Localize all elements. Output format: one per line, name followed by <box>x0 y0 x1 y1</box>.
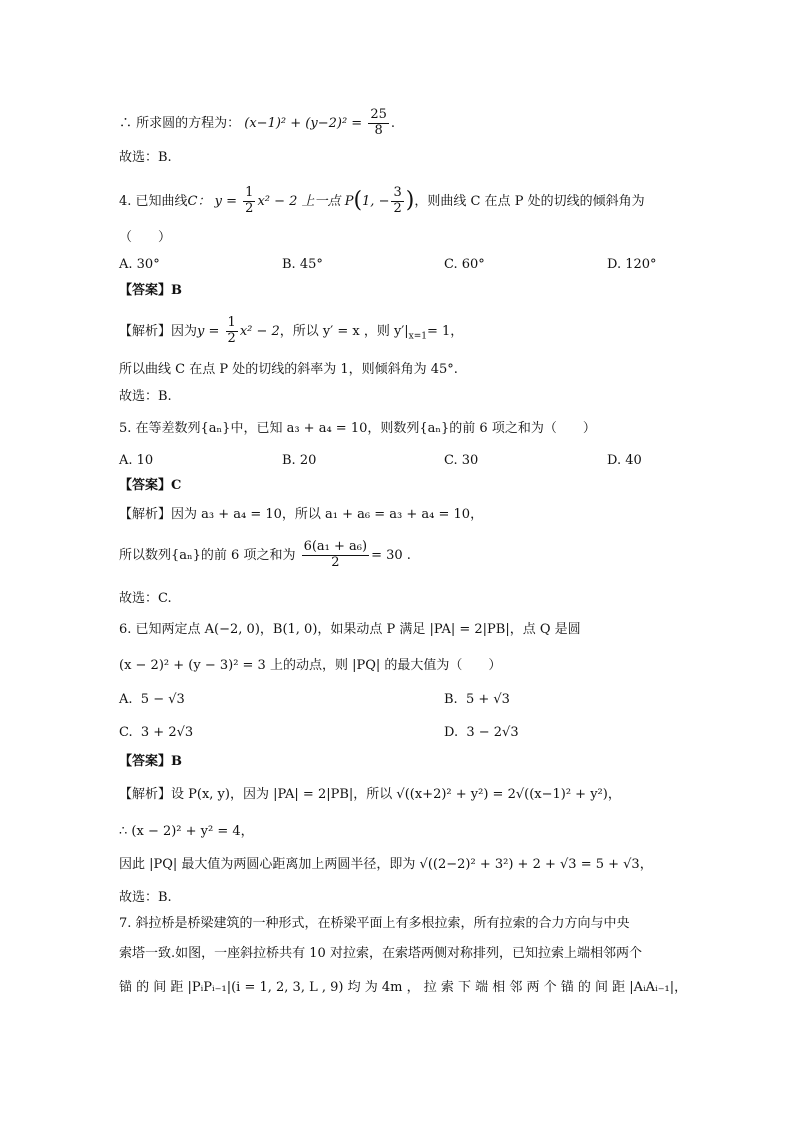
question-7-line-2: 索塔一致.如图，一座斜拉桥共有 10 对拉索，在索塔两侧对称排列，已知拉索上端相邻两个 <box>119 946 642 961</box>
q4-option-d: D. 120° <box>607 257 657 272</box>
option-letter: D. <box>444 725 459 740</box>
q4-point-coord: 1, − <box>362 193 390 209</box>
fraction-numerator: 3 <box>393 185 402 200</box>
circle-equation-line: ∴ 所求圆的方程为： (x−1)² + (y−2)² = $\frac{25}{8}$ . <box>119 107 396 138</box>
q4-sol-expr: x² − 2 <box>239 323 280 339</box>
q4-sol-subscript: x=1 <box>408 331 427 342</box>
q4-text-f: ，则曲线 C 在点 P 处的切线的倾斜角为 <box>414 193 645 209</box>
fraction <box>302 540 370 571</box>
q5-option-c: C. 30 <box>444 453 479 468</box>
q5-sol2-result: = 30 . <box>371 547 411 563</box>
q5-option-a: A. 10 <box>119 453 154 468</box>
q4-choose: 故选：B. <box>119 389 172 404</box>
option-value: 3 − 2√3 <box>466 725 519 740</box>
question-7-line-3: 锚 的 间 距 |PᵢPᵢ₋₁|(i = 1, 2, 3, L , 9) 均 为 4m ， 拉 索 下 端 相 邻 两 个 锚 的 间 距 |AᵢAᵢ₋₁|， <box>119 980 688 995</box>
q4-paren: （ ） <box>119 230 172 245</box>
fraction-denominator: 2 <box>227 330 236 346</box>
q6-solution: 【解析】设 P(x, y)，因为 |PA| = 2|PB|，所以 √((x+2)² + y²) = 2√((x−1)² + y²)， <box>119 787 621 802</box>
fraction <box>368 108 389 139</box>
q5-choose: 故选：C. <box>119 591 172 606</box>
conclusion-text: ∴ 所求圆的方程为： <box>119 115 241 131</box>
q5-solution: 【解析】因为 a₃ + a₄ = 10，所以 a₁ + a₆ = a₃ + a₄ = 10， <box>119 507 484 522</box>
q4-curve-name: C： <box>187 193 211 209</box>
q4-solution-2: 所以曲线 C 在点 P 处的切线的斜率为 1，则倾斜角为 45°. <box>119 362 458 377</box>
q4-answer: 【答案】B <box>119 283 182 298</box>
q4-sol-y: y = <box>197 323 220 339</box>
option-value: 3 + 2√3 <box>140 725 194 740</box>
q5-sol2-text: 所以数列{aₙ}的前 6 项之和为 <box>119 547 296 563</box>
fraction <box>226 316 238 347</box>
question-6-stem-2: (x − 2)² + (y − 3)² = 3 上的动点，则 |PQ| 的最大值为（ ） <box>119 658 502 673</box>
q6-solution-2: ∴ (x − 2)² + y² = 4， <box>119 824 254 839</box>
fraction-numerator: 6(a₁ + a₆) <box>303 539 368 554</box>
q4-option-c: C. 60° <box>444 257 485 272</box>
fraction-denominator: 2 <box>245 200 254 216</box>
option-letter: A. <box>119 692 133 707</box>
q4-y: y = <box>214 193 238 209</box>
fraction <box>243 186 255 217</box>
q6-solution-3: 因此 |PQ| 最大值为两圆心距离加上两圆半径，即为 √((2−2)² + 3²) + 2 + √3 = 5 + √3， <box>119 857 653 872</box>
question-7-line-1: 7. 斜拉桥是桥梁建筑的一种形式，在桥梁平面上有多根拉索，所有拉索的合力方向与中央 <box>119 916 630 931</box>
q6-option-d <box>444 725 519 740</box>
q5-answer: 【答案】C <box>119 478 182 493</box>
q6-answer: 【答案】B <box>119 754 182 769</box>
question-4-stem: 4. 已知曲线C： y = $\frac{1}{2}$ x² − 2 上一点 P(1, − $\frac{3}{2}$ )，则曲线 C 在点 P 处的切线的倾斜角为 <box>119 185 645 216</box>
fraction-numerator: 1 <box>227 315 236 330</box>
q5-option-b: B. 20 <box>282 453 317 468</box>
fraction-denominator: 8 <box>374 122 383 138</box>
q6-option-b <box>444 692 510 707</box>
q4-sol-text-d: ，所以 y′ = x ，则 y′| <box>279 323 409 339</box>
fraction-numerator: 25 <box>370 107 387 122</box>
q4-option-b: B. 45° <box>282 257 323 272</box>
q4-sol-text-f: = 1， <box>427 323 464 339</box>
q6-option-c <box>119 725 193 740</box>
q4-solution <box>119 316 463 347</box>
q6-choose: 故选：B. <box>119 890 172 905</box>
fraction-denominator: 2 <box>331 554 340 570</box>
q4-option-a: A. 30° <box>119 257 160 272</box>
question-5-stem: 5. 在等差数列{aₙ}中，已知 a₃ + a₄ = 10，则数列{aₙ}的前 6 项之和为（ ） <box>119 421 596 436</box>
choose-line: 故选：B. <box>119 150 172 165</box>
q5-solution-2 <box>119 540 411 571</box>
q4-text-d: x² − 2 上一点 <box>257 193 341 209</box>
q6-option-a <box>119 692 185 707</box>
q4-text-a: 4. 已知曲线 <box>119 193 188 209</box>
q5-option-d: D. 40 <box>607 453 642 468</box>
fraction <box>391 186 403 217</box>
option-letter: B. <box>444 692 458 707</box>
option-value: 5 − √3 <box>140 692 185 707</box>
option-value: 5 + √3 <box>465 692 510 707</box>
equation-math: (x−1)² + (y−2)² = <box>244 115 363 131</box>
option-letter: C. <box>119 725 133 740</box>
q4-sol-text-a: 【解析】因为 <box>119 323 198 339</box>
question-6-stem: 6. 已知两定点 A(−2, 0)，B(1, 0)，如果动点 P 满足 |PA| = 2|PB|，点 Q 是圆 <box>119 622 581 637</box>
fraction-numerator: 1 <box>245 185 254 200</box>
fraction-denominator: 2 <box>393 200 402 216</box>
q4-point-name: P <box>344 193 354 209</box>
